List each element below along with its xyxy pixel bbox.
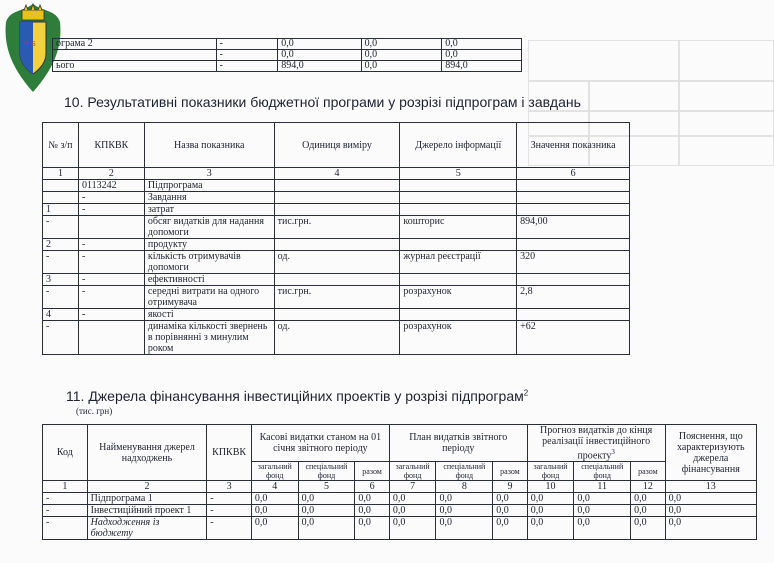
table-cell: 2 <box>43 239 79 251</box>
header-explanation: Пояснення, що характеризують джерела фінансування <box>665 425 756 481</box>
col-number: 6 <box>355 481 389 493</box>
performance-indicators-table <box>42 122 630 355</box>
table-cell <box>274 239 400 251</box>
table-cell: - <box>78 251 144 274</box>
table-row <box>43 493 757 505</box>
table-cell <box>274 309 400 321</box>
table-cell: ефективності <box>144 274 274 286</box>
table-cell: 0,0 <box>493 505 527 517</box>
table-cell: 0,0 <box>355 505 389 517</box>
table-cell: - <box>43 505 88 517</box>
table-cell: 320 <box>517 251 630 274</box>
col-number: 3 <box>207 481 252 493</box>
table-cell: 0,0 <box>361 61 442 72</box>
header-plan-expenses: План видатків звітного періоду <box>389 425 527 462</box>
table-cell: 0,0 <box>493 517 527 540</box>
table-cell: 0,0 <box>389 505 436 517</box>
table-cell: ограма 2 <box>53 39 217 50</box>
table-cell: якості <box>144 309 274 321</box>
col-number: 8 <box>436 481 493 493</box>
table-cell: 0,0 <box>298 493 355 505</box>
table-cell <box>43 192 79 204</box>
table-cell: 0,0 <box>298 505 355 517</box>
table-row <box>43 517 757 540</box>
table-cell <box>517 309 630 321</box>
col-number: 4 <box>274 168 400 180</box>
table-cell: 0,0 <box>631 505 665 517</box>
col-number: 4 <box>251 481 298 493</box>
col-number: 12 <box>631 481 665 493</box>
col-number: 11 <box>574 481 631 493</box>
table-cell: Підпрограма <box>144 180 274 192</box>
table-cell: динаміка кількості звернень в порівнянні з минулим роком <box>144 321 274 355</box>
table-cell: 4 <box>43 309 79 321</box>
table-cell: - <box>207 493 252 505</box>
table-row <box>53 50 522 61</box>
table-cell: 0,0 <box>436 505 493 517</box>
table-cell: 0,0 <box>442 39 522 50</box>
table-cell <box>517 204 630 216</box>
table-cell: 0,0 <box>355 493 389 505</box>
col-number: 1 <box>43 481 88 493</box>
table-cell: розрахунок <box>400 321 517 355</box>
table-cell: кошторис <box>400 216 517 239</box>
table-cell: Підпрограма 1 <box>87 493 207 505</box>
section-10-title: 10. Результативні показники бюджетної програми у розрізі підпрограм і завдань <box>64 94 581 110</box>
table-cell: Надходження із бюджету <box>87 517 207 540</box>
table-cell <box>274 274 400 286</box>
table-cell: 894,00 <box>517 216 630 239</box>
svg-text:Ч Б: Ч Б <box>24 40 36 48</box>
table-cell <box>517 192 630 204</box>
table-cell: 1 <box>43 204 79 216</box>
subheader-special: спеціальний фонд <box>574 462 631 481</box>
table-cell <box>53 50 217 61</box>
table-cell <box>43 180 79 192</box>
table-cell: 0,0 <box>527 493 574 505</box>
unit-note: (тис. грн) <box>76 406 113 416</box>
header-indicator-name: Назва показника <box>144 123 274 168</box>
table-cell: 3 <box>43 274 79 286</box>
subheader-special: спеціальний фонд <box>298 462 355 481</box>
table-cell: розрахунок <box>400 286 517 309</box>
table-cell <box>400 274 517 286</box>
table-cell: 0,0 <box>298 517 355 540</box>
table-cell <box>400 204 517 216</box>
table-cell: - <box>78 286 144 309</box>
subheader-total: разом <box>355 462 389 481</box>
table-cell: 0,0 <box>436 517 493 540</box>
top-summary-table <box>52 38 522 72</box>
table-cell: затрат <box>144 204 274 216</box>
table-cell: - <box>216 61 278 72</box>
header-kpkvk: КПКВК <box>78 123 144 168</box>
table-cell: 0,0 <box>442 50 522 61</box>
table-cell: тис.грн. <box>274 286 400 309</box>
table-cell: од. <box>274 321 400 355</box>
table-cell: ього <box>53 61 217 72</box>
table-row <box>53 61 522 72</box>
table-cell: журнал реєстрації <box>400 251 517 274</box>
table-cell <box>274 192 400 204</box>
table-cell: - <box>207 517 252 540</box>
table-cell: продукту <box>144 239 274 251</box>
table-cell: - <box>216 39 278 50</box>
table-cell: 0,0 <box>665 505 756 517</box>
table-cell: 0,0 <box>665 493 756 505</box>
table-cell: - <box>207 505 252 517</box>
table-row <box>43 505 757 517</box>
col-number: 2 <box>78 168 144 180</box>
subheader-general: загальний фонд <box>251 462 298 481</box>
table-cell: +62 <box>517 321 630 355</box>
table-cell: 0,0 <box>361 39 442 50</box>
col-number: 1 <box>43 168 79 180</box>
col-number: 5 <box>298 481 355 493</box>
col-number: 3 <box>144 168 274 180</box>
table-cell: 0,0 <box>631 493 665 505</box>
table-cell: 2,8 <box>517 286 630 309</box>
table-cell: - <box>78 204 144 216</box>
table-cell: 0,0 <box>361 50 442 61</box>
table-cell <box>517 239 630 251</box>
header-no: № з/п <box>43 123 79 168</box>
table-cell: тис.грн. <box>274 216 400 239</box>
column-numbers-row <box>43 481 757 493</box>
table-cell: 0,0 <box>527 505 574 517</box>
table-cell <box>400 180 517 192</box>
table-row <box>43 251 630 274</box>
table-cell <box>400 309 517 321</box>
table-row <box>43 180 630 192</box>
col-number: 5 <box>400 168 517 180</box>
table-cell: - <box>43 286 79 309</box>
table-row <box>43 239 630 251</box>
table-cell: 0,0 <box>574 505 631 517</box>
header-code: Код <box>43 425 88 481</box>
table-cell: 0,0 <box>251 493 298 505</box>
col-number: 7 <box>389 481 436 493</box>
table-cell: 894,0 <box>442 61 522 72</box>
table-cell: - <box>78 309 144 321</box>
table-header-row <box>43 123 630 168</box>
table-cell: - <box>43 493 88 505</box>
table-cell: Завдання <box>144 192 274 204</box>
header-forecast: Прогноз видатків до кінця реалізації інвестиційного проекту$^3$ <box>527 425 665 462</box>
table-cell: - <box>43 517 88 540</box>
table-row <box>43 274 630 286</box>
table-cell: - <box>78 274 144 286</box>
col-number: 13 <box>665 481 756 493</box>
table-cell: 894,0 <box>278 61 361 72</box>
table-row <box>43 204 630 216</box>
table-cell: 0,0 <box>574 493 631 505</box>
col-number: 6 <box>517 168 630 180</box>
header-cash-expenses: Касові видатки станом на 01 січня звітного періоду <box>251 425 389 462</box>
table-cell <box>517 180 630 192</box>
subheader-total: разом <box>631 462 665 481</box>
table-cell: 0,0 <box>436 493 493 505</box>
investment-funding-table <box>42 424 757 540</box>
table-cell: - <box>216 50 278 61</box>
subheader-general: загальний фонд <box>527 462 574 481</box>
subheader-general: загальний фонд <box>389 462 436 481</box>
header-source: Джерело інформації <box>400 123 517 168</box>
table-cell: 0,0 <box>389 493 436 505</box>
column-numbers-row <box>43 168 630 180</box>
col-number: 9 <box>493 481 527 493</box>
header-value: Значення показника <box>517 123 630 168</box>
table-cell: 0,0 <box>251 505 298 517</box>
table-cell: 0,0 <box>574 517 631 540</box>
subheader-special: спеціальний фонд <box>436 462 493 481</box>
table-cell: - <box>43 216 79 239</box>
table-row <box>43 309 630 321</box>
table-cell: - <box>43 251 79 274</box>
table-cell: - <box>78 192 144 204</box>
table-cell: 0,0 <box>389 517 436 540</box>
table-cell <box>78 321 144 355</box>
table-cell: 0,0 <box>278 39 361 50</box>
table-cell: 0113242 <box>78 180 144 192</box>
table-row <box>43 216 630 239</box>
table-cell <box>517 274 630 286</box>
table-cell <box>400 192 517 204</box>
col-number: 2 <box>87 481 207 493</box>
table-row <box>43 286 630 309</box>
table-cell: од. <box>274 251 400 274</box>
table-cell: 0,0 <box>631 517 665 540</box>
header-kpkvk: КПКВК <box>207 425 252 481</box>
table-cell: середні витрати на одного отримувача <box>144 286 274 309</box>
table-cell <box>78 216 144 239</box>
table-cell: - <box>43 321 79 355</box>
header-unit: Одиниця виміру <box>274 123 400 168</box>
header-source-name: Найменування джерел надходжень <box>87 425 207 481</box>
table-cell: 0,0 <box>493 493 527 505</box>
table-row <box>53 39 522 50</box>
table-row <box>43 321 630 355</box>
table-cell: 0,0 <box>665 517 756 540</box>
table-cell: Інвестиційний проект 1 <box>87 505 207 517</box>
section-11-title: 11. Джерела фінансування інвестиційних проектів у розрізі підпрограм$^2$ <box>66 388 529 404</box>
table-header-row <box>43 425 757 462</box>
table-row <box>43 192 630 204</box>
subheader-total: разом <box>493 462 527 481</box>
table-cell <box>400 239 517 251</box>
table-cell: - <box>78 239 144 251</box>
table-cell: обсяг видатків для надання допомоги <box>144 216 274 239</box>
table-cell: 0,0 <box>527 517 574 540</box>
table-cell <box>274 204 400 216</box>
table-cell: 0,0 <box>355 517 389 540</box>
table-cell: кількість отримувачів допомоги <box>144 251 274 274</box>
col-number: 10 <box>527 481 574 493</box>
table-cell <box>274 180 400 192</box>
table-cell: 0,0 <box>251 517 298 540</box>
table-cell: 0,0 <box>278 50 361 61</box>
